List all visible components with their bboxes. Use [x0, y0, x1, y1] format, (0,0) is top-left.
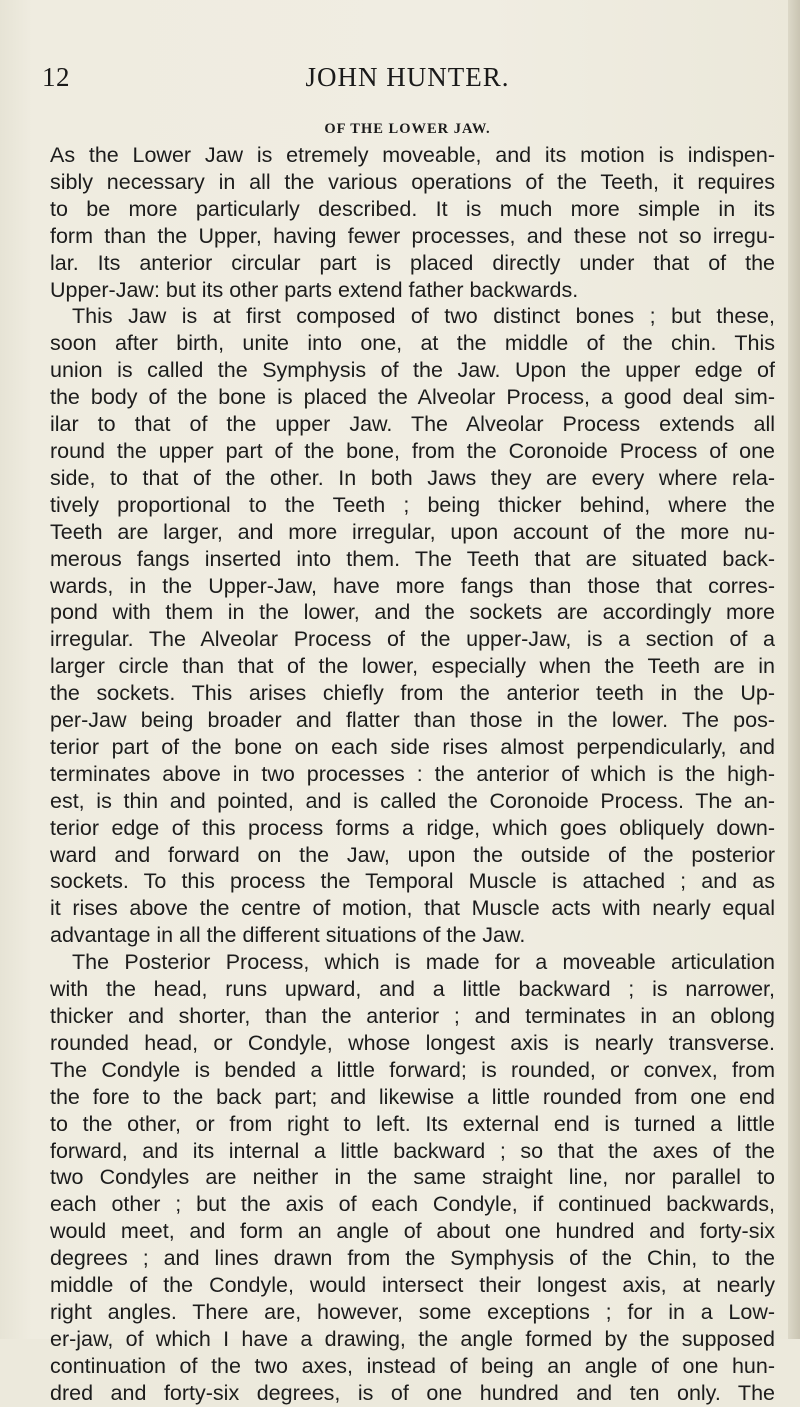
text-line: wards, in the Upper-Jaw, have more fangs than those that corres-	[50, 573, 775, 598]
text-line: The Posterior Process, which is made for a moveable articulation	[72, 950, 775, 975]
text-line: Upper-Jaw: but its other parts extend father backwards.	[50, 277, 579, 302]
text-line: terminates above in two processes : the anterior of which is the high-	[50, 761, 775, 786]
text-line: the body of the bone is placed the Alveolar Process, a good deal sim-	[50, 385, 775, 410]
text-line: to be more particularly described. It is much more simple in its	[50, 196, 775, 221]
page-number: 12	[42, 62, 70, 92]
text-line: irregular. The Alveolar Process of the upper-Jaw, is a section of a	[50, 627, 775, 652]
text-line: terior edge of this process forms a ridge, which goes obliquely down-	[50, 815, 775, 840]
body-text	[50, 142, 775, 1407]
running-head	[40, 62, 775, 98]
text-line: per-Jaw being broader and flatter than those in the lower. The pos-	[50, 708, 775, 733]
running-title: JOHN HUNTER.	[305, 62, 510, 92]
text-line: merous fangs inserted into them. The Teeth that are situated back-	[50, 546, 775, 571]
text-line: soon after birth, unite into one, at the middle of the chin. This	[50, 331, 775, 356]
text-line: degrees ; and lines drawn from the Symphysis of the Chin, to the	[50, 1246, 775, 1271]
text-line: the fore to the back part; and likewise a little rounded from one end	[50, 1084, 775, 1109]
text-line: continuation of the two axes, instead of being an angle of one hun-	[50, 1353, 775, 1378]
text-line: terior part of the bone on each side rises almost perpendicularly, and	[50, 734, 775, 759]
paragraph	[50, 303, 775, 949]
text-line: lar. Its anterior circular part is placed directly under that of the	[50, 250, 775, 275]
text-line: to the other, or from right to left. Its external end is turned a little	[50, 1111, 775, 1136]
text-line: tively proportional to the Teeth ; being thicker behind, where the	[50, 492, 775, 517]
text-line: er-jaw, of which I have a drawing, the angle formed by the supposed	[50, 1326, 775, 1351]
text-line: larger circle than that of the lower, especially when the Teeth are in	[50, 654, 775, 679]
text-line: each other ; but the axis of each Condyle, if continued backwards,	[50, 1192, 775, 1217]
text-line: As the Lower Jaw is etremely moveable, and its motion is indispen-	[50, 143, 775, 167]
text-line: est, is thin and pointed, and is called the Coronoide Process. The an-	[50, 788, 775, 813]
page-right-edge	[788, 0, 800, 1339]
text-line: form than the Upper, having fewer processes, and these not so irregu-	[50, 223, 775, 248]
text-line: thicker and shorter, than the anterior ; and terminates in an oblong	[50, 1004, 775, 1028]
text-line: Teeth are larger, and more irregular, upon account of the more nu-	[50, 519, 775, 544]
text-line: round the upper part of the bone, from the Coronoide Process of one	[50, 438, 775, 463]
text-line: side, to that of the other. In both Jaws they are every where rela-	[50, 465, 775, 490]
text-line: would meet, and form an angle of about one hundred and forty-six	[50, 1219, 775, 1244]
text-line: This Jaw is at first composed of two distinct bones ; but these,	[72, 304, 775, 329]
text-line: pond with them in the lower, and the sockets are accordingly more	[50, 600, 775, 625]
text-line: dred and forty-six degrees, is of one hundred and ten only. The	[50, 1380, 775, 1405]
text-line: sockets. To this process the Temporal Muscle is attached ; and as	[50, 869, 775, 894]
text-line: two Condyles are neither in the same straight line, nor parallel to	[50, 1165, 775, 1190]
text-line: advantage in all the different situations of the Jaw.	[50, 923, 526, 948]
section-heading: OF THE LOWER JAW.	[324, 121, 491, 137]
text-line: right angles. There are, however, some exceptions ; for in a Low-	[50, 1299, 775, 1324]
text-line: the sockets. This arises chiefly from the anterior teeth in the Up-	[50, 681, 775, 706]
text-line: it rises above the centre of motion, that Muscle acts with nearly equal	[50, 896, 775, 921]
paragraph	[50, 949, 775, 1406]
paragraph	[50, 142, 775, 303]
text-line: rounded head, or Condyle, whose longest axis is nearly transverse.	[50, 1030, 775, 1055]
text-line: forward, and its internal a little backward ; so that the axes of the	[50, 1138, 775, 1163]
text-line: The Condyle is bended a little forward; is rounded, or convex, from	[50, 1057, 775, 1082]
text-line: sibly necessary in all the various operations of the Teeth, it requires	[50, 169, 775, 194]
text-line: with the head, runs upward, and a little backward ; is narrower,	[50, 977, 775, 1002]
text-line: ilar to that of the upper Jaw. The Alveolar Process extends all	[50, 412, 775, 437]
text-line: union is called the Symphysis of the Jaw. Upon the upper edge of	[50, 358, 775, 383]
text-line: middle of the Condyle, would intersect their longest axis, at nearly	[50, 1273, 775, 1298]
text-line: ward and forward on the Jaw, upon the outside of the posterior	[50, 842, 775, 867]
